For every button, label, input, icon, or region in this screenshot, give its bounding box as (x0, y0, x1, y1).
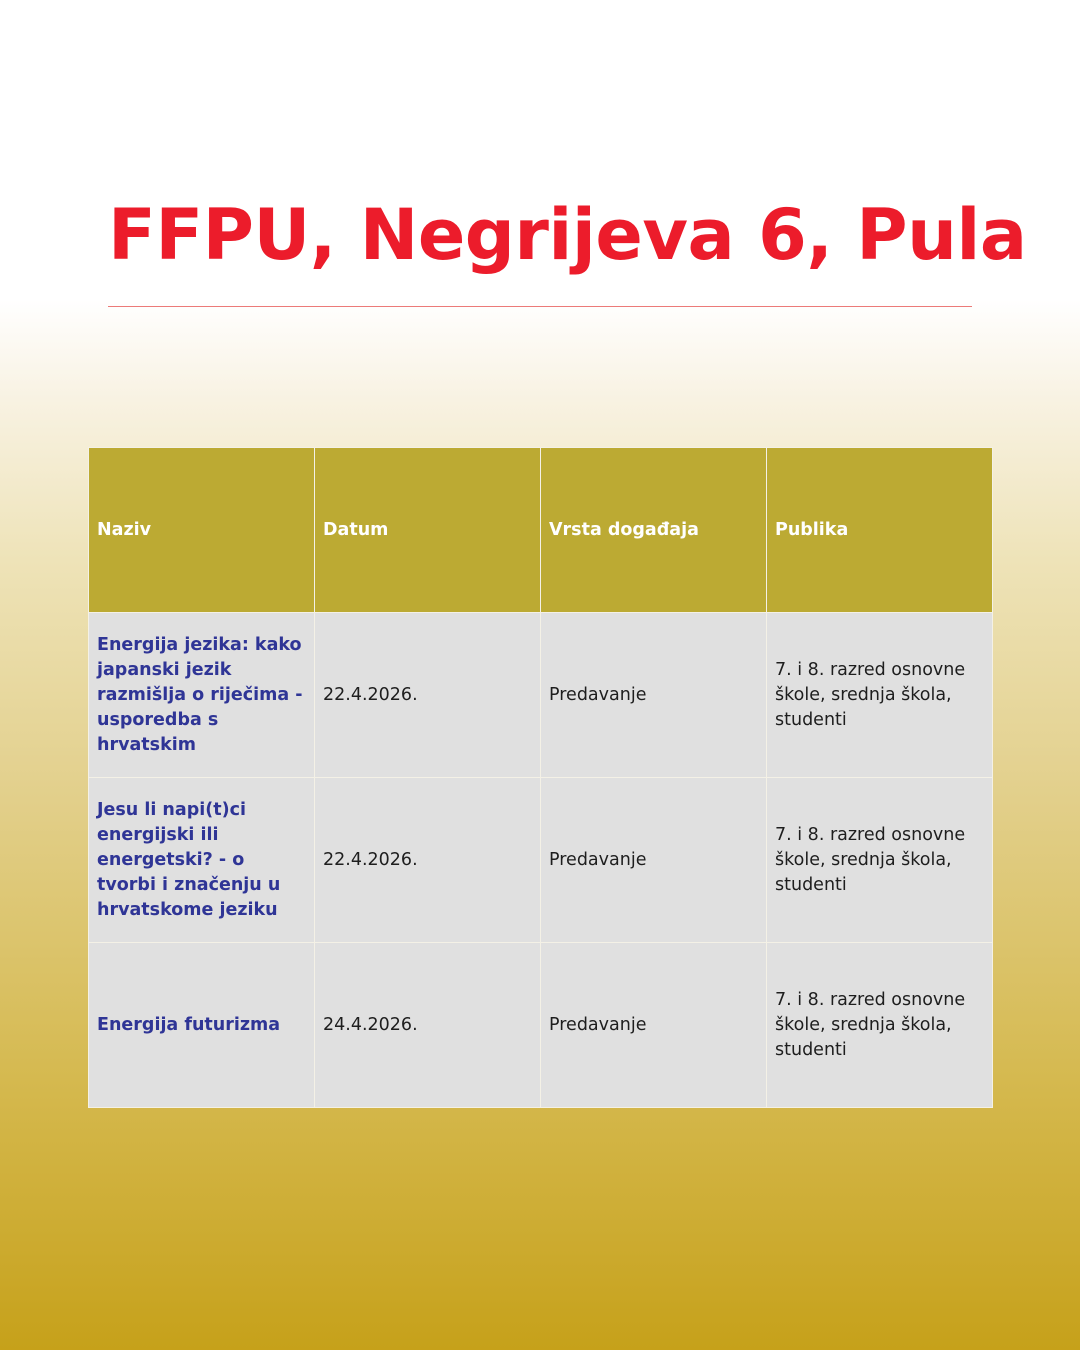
event-type: Predavanje (541, 613, 767, 778)
column-header-datum: Datum (315, 448, 541, 613)
events-table (88, 447, 993, 1108)
column-header-publika: Publika (767, 448, 993, 613)
event-type: Predavanje (541, 943, 767, 1108)
event-name: Energija jezika: kako japanski jezik razmišlja o riječima - usporedba s hrvatskim (89, 613, 315, 778)
event-audience: 7. i 8. razred osnovne škole, srednja škola, studenti (767, 943, 993, 1108)
event-date: 22.4.2026. (315, 778, 541, 943)
title-divider (108, 306, 972, 307)
table-row (89, 943, 993, 1108)
column-header-vrsta: Vrsta događaja (541, 448, 767, 613)
page-title: FFPU, Negrijeva 6, Pula (108, 194, 1027, 276)
event-date: 22.4.2026. (315, 613, 541, 778)
table-header-row (89, 448, 993, 613)
event-type: Predavanje (541, 778, 767, 943)
column-header-naziv: Naziv (89, 448, 315, 613)
event-date: 24.4.2026. (315, 943, 541, 1108)
event-name: Jesu li napi(t)ci energijski ili energetski? - o tvorbi i značenju u hrvatskome jeziku (89, 778, 315, 943)
event-name: Energija futurizma (89, 943, 315, 1108)
table-row (89, 613, 993, 778)
event-audience: 7. i 8. razred osnovne škole, srednja škola, studenti (767, 613, 993, 778)
event-audience: 7. i 8. razred osnovne škole, srednja škola, studenti (767, 778, 993, 943)
table-row (89, 778, 993, 943)
